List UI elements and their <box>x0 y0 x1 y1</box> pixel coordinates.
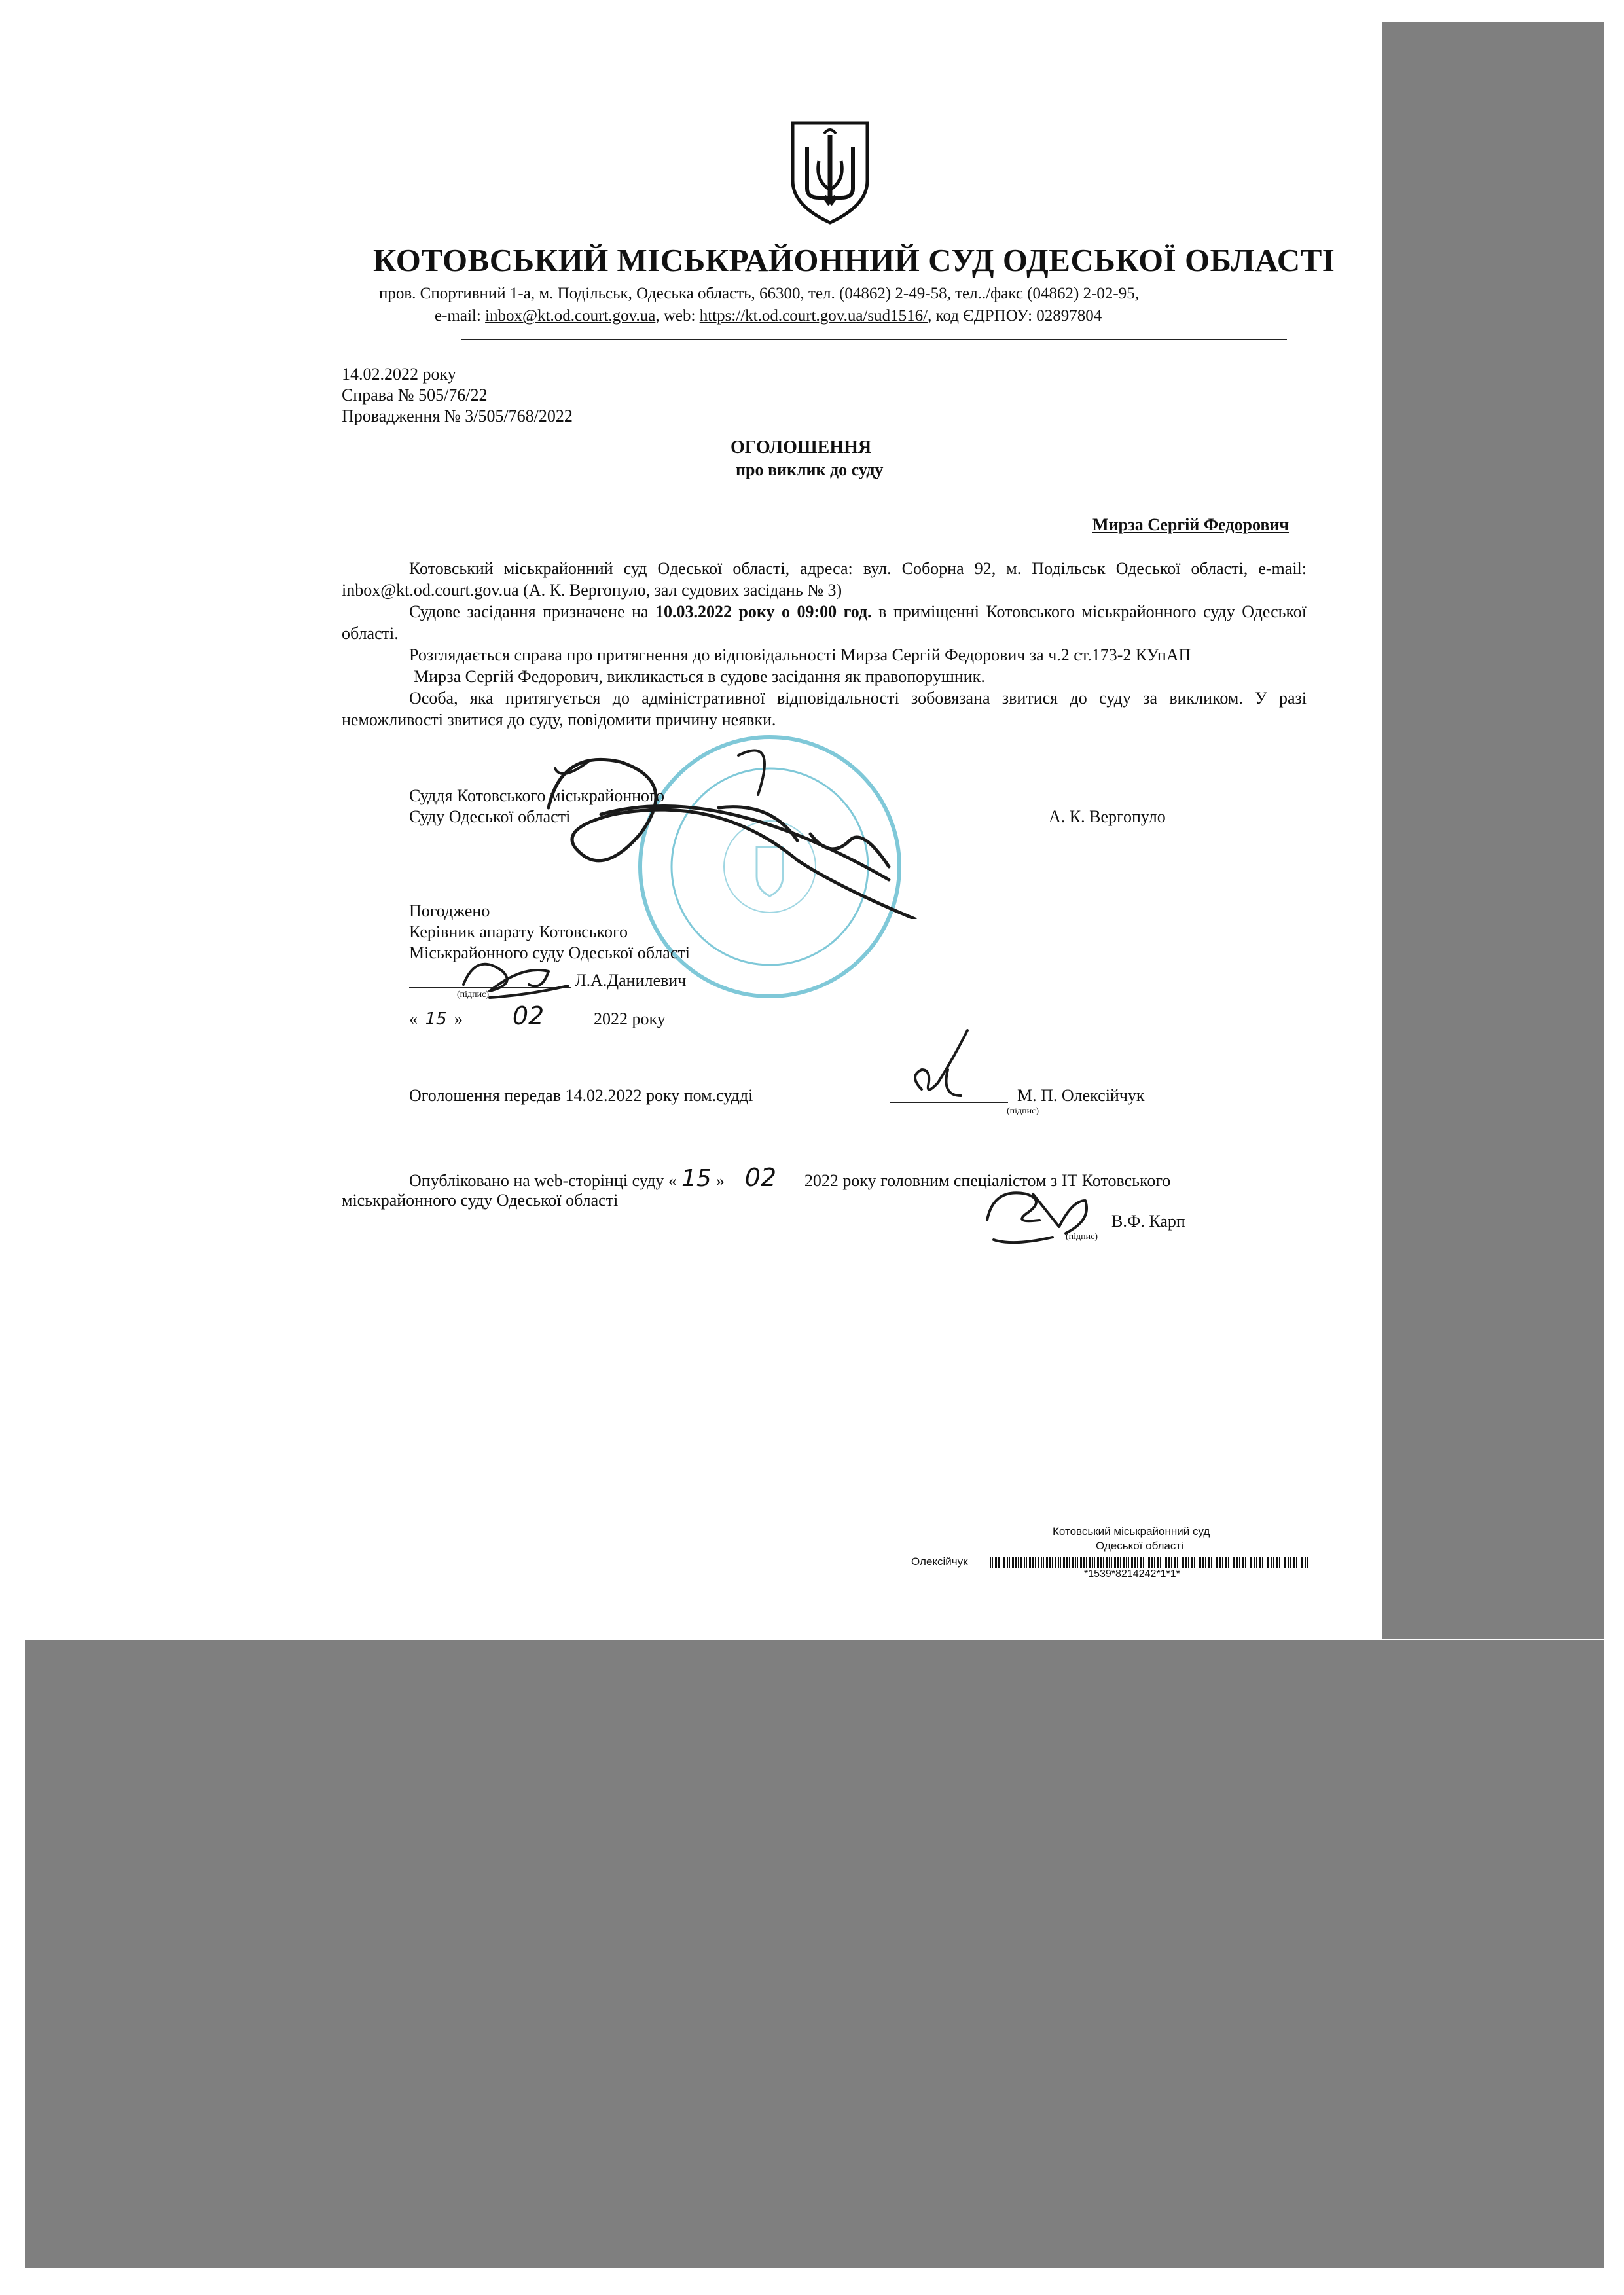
judge-signature <box>522 710 954 919</box>
email-link[interactable]: inbox@kt.od.court.gov.ua <box>485 307 656 325</box>
document-title: ОГОЛОШЕННЯ <box>731 437 872 458</box>
email-label: e-mail: <box>435 307 486 325</box>
web-label: , web: <box>655 307 700 325</box>
body-paragraph-4: Мирза Сергій Федорович, викликається в судове засідання як правопорушник. <box>414 667 985 686</box>
court-contacts <box>435 305 1102 327</box>
stamp-court-line-2: Одеської області <box>1096 1540 1183 1552</box>
published-line-1: Опубліковано на web-сторінці суду « 15 » 02 2022 року головним спеціалістом з ІТ Котовського <box>409 1163 1171 1192</box>
addressee: Мирза Сергій Федорович <box>1092 515 1290 534</box>
stamp-user: Олексійчук <box>911 1555 968 1568</box>
transfer-name: М. П. Олексійчук <box>1017 1086 1145 1105</box>
document-date: 14.02.2022 року <box>342 365 456 384</box>
scan-bottom-margin <box>25 1640 1604 2268</box>
court-address: пров. Спортивний 1-а, м. Подільськ, Одеська область, 66300, тел. (04862) 2-49-58, тел../факс (04862) 2-02-95, <box>379 285 1139 302</box>
document-page <box>241 22 1382 1613</box>
approval-date-day: 15 <box>425 1009 447 1029</box>
scan-right-margin <box>1382 22 1604 1639</box>
body-paragraph-5: Особа, яка притягується до адміністративної відповідальності зобовязана звитися до суду за викликом. У разі неможливості звитися до суду, повідомити причину неявки. <box>342 689 1307 729</box>
barcode <box>990 1557 1309 1568</box>
judge-position-1: Суддя Котовського міськрайонного <box>409 786 665 805</box>
coat-of-arms-icon <box>790 120 870 225</box>
body-paragraph-2: Судове засідання призначене на 10.03.2022 року о 09:00 год. в приміщенні Котовського міськрайонного суду Одеської області. <box>342 602 1307 643</box>
published-day: 15 <box>681 1165 712 1192</box>
stamp-court-line-1: Котовський міськрайонний суд <box>1053 1525 1210 1538</box>
approval-date-year: 2022 року <box>594 1009 666 1028</box>
transfer-signature <box>902 1024 981 1109</box>
published-name: В.Ф. Карп <box>1111 1212 1185 1231</box>
approval-name: Л.А.Данилевич <box>575 971 687 990</box>
body-paragraph-1: Котовський міськрайонний суд Одеської області, адреса: вул. Соборна 92, м. Подільськ Одеської області, e-mail: inbox@kt.od.court.gov.ua (А. К. Вергопуло, зал судових засідань № 3) <box>342 559 1307 600</box>
approval-date-month: 02 <box>512 1002 545 1030</box>
judge-position-2: Суду Одеської області <box>409 807 571 826</box>
judge-name: А. К. Вергопуло <box>1049 807 1166 826</box>
proceeding-number: Провадження № 3/505/768/2022 <box>342 407 573 425</box>
approval-signature <box>450 945 581 1011</box>
approval-sign-caption: (підпис) <box>457 990 490 1000</box>
published-month: 02 <box>744 1163 777 1192</box>
approval-position-1: Керівник апарату Котовського <box>409 922 628 941</box>
approval-agreed: Погоджено <box>409 901 490 920</box>
published-line-2: міськрайонного суду Одеської області <box>342 1191 619 1210</box>
document-subtitle: про виклик до суду <box>736 460 884 479</box>
transfer-text: Оголошення передав 14.02.2022 року пом.судді <box>409 1086 753 1105</box>
header-divider <box>461 339 1287 340</box>
edrpou-code: , код ЄДРПОУ: 02897804 <box>928 307 1102 325</box>
transfer-sign-caption: (підпис) <box>1007 1106 1039 1116</box>
court-name: КОТОВСЬКИЙ МІСЬКРАЙОННИЙ СУД ОДЕСЬКОЇ ОБЛАСТІ <box>373 242 1335 278</box>
approval-date: « 15 » 02 2022 року <box>409 1002 666 1030</box>
body-paragraph-3: Розглядається справа про притягнення до відповідальності Мирза Сергій Федорович за ч.2 ст.173-2 КУпАП <box>409 645 1191 664</box>
web-link[interactable]: https://kt.od.court.gov.ua/sud1516/ <box>699 307 928 325</box>
hearing-datetime: 10.03.2022 року о 09:00 год. <box>655 602 872 621</box>
case-number: Справа № 505/76/22 <box>342 386 488 405</box>
approval-position-2: Міськрайонного суду Одеської області <box>409 943 690 962</box>
published-sign-caption: (підпис) <box>1066 1232 1098 1242</box>
barcode-text: *1539*8214242*1*1* <box>1084 1568 1180 1580</box>
